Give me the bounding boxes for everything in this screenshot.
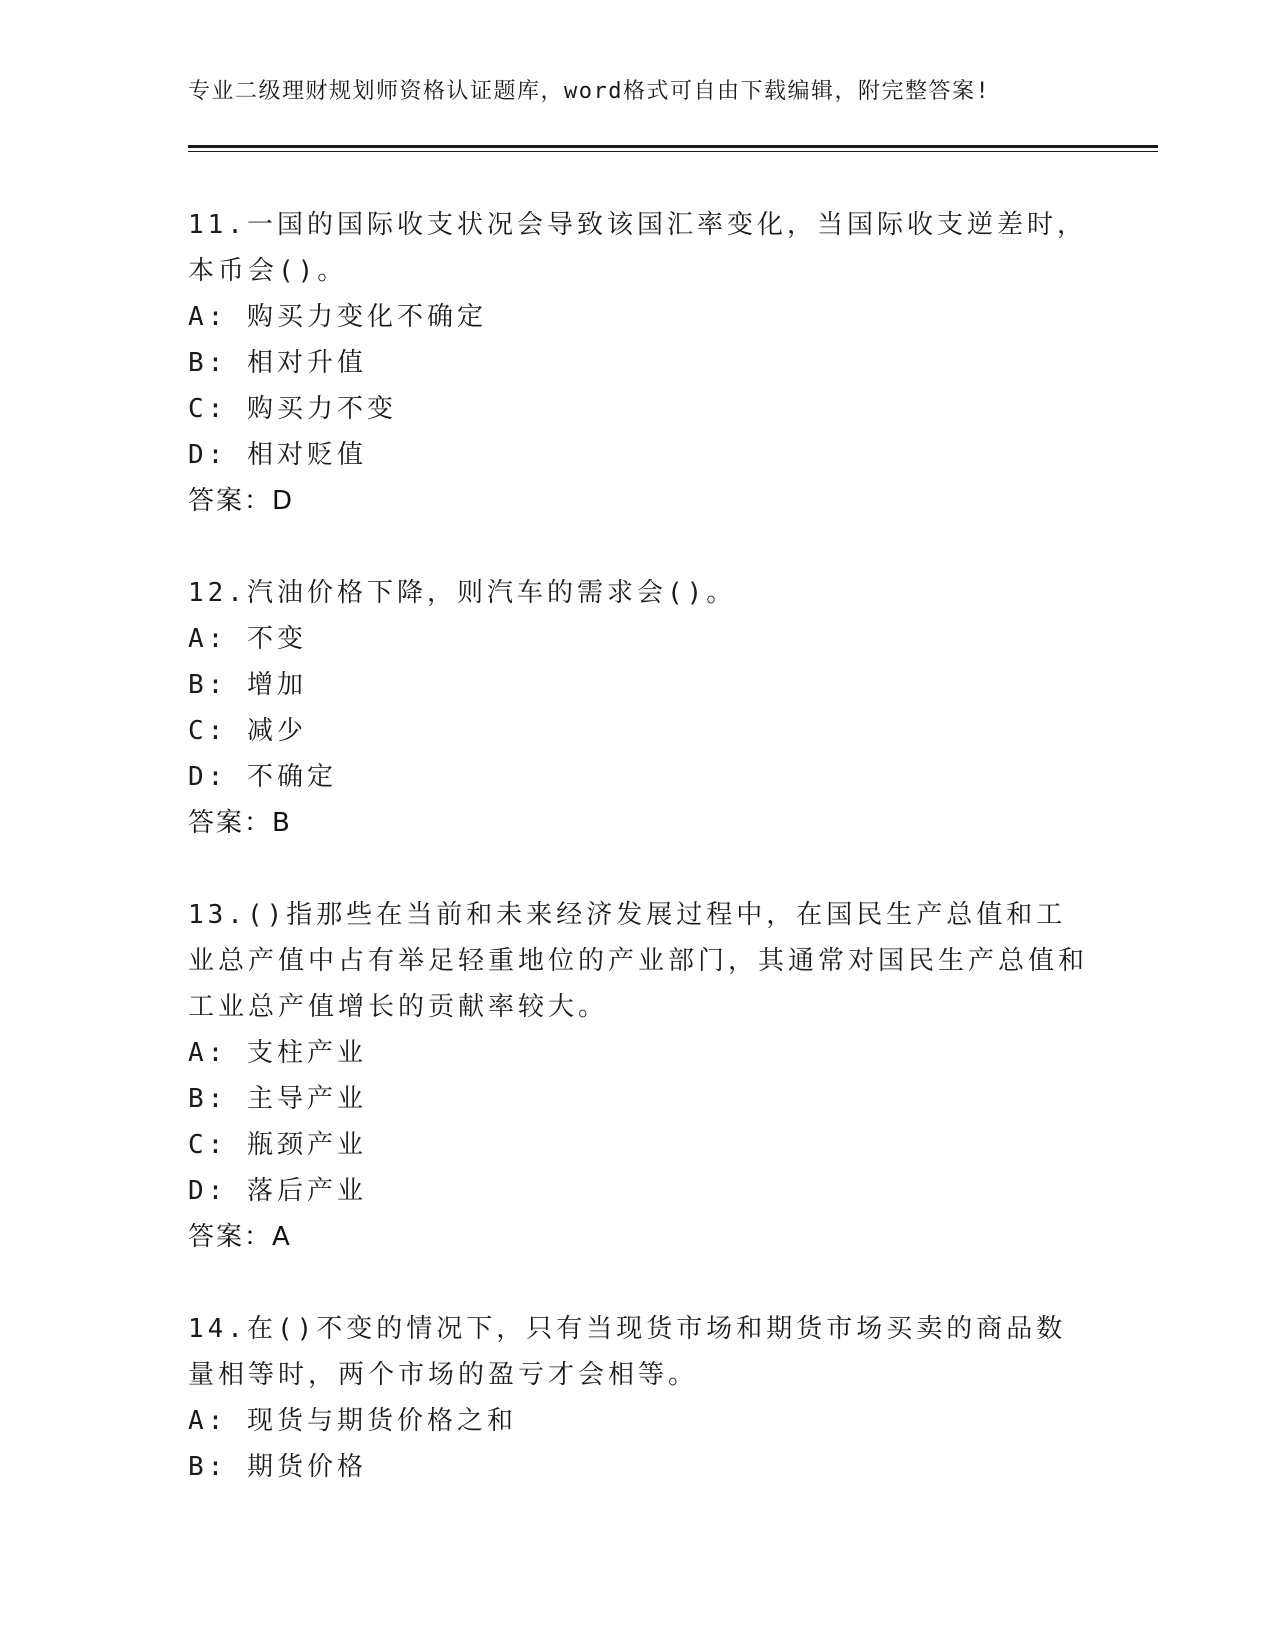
answer: 答案：B xyxy=(188,808,292,838)
option-b: B: 相对升值 xyxy=(188,348,367,378)
option-b: B: 期货价格 xyxy=(188,1452,367,1482)
option-a: A: 购买力变化不确定 xyxy=(188,302,487,332)
option-a: A: 支柱产业 xyxy=(188,1038,367,1068)
answer: 答案：A xyxy=(188,1222,292,1252)
option-a: A: 现货与期货价格之和 xyxy=(188,1406,517,1436)
option-d: D: 相对贬值 xyxy=(188,440,367,470)
answer: 答案：D xyxy=(188,486,295,516)
option-c: C: 减少 xyxy=(188,716,307,746)
option-d: D: 不确定 xyxy=(188,762,337,792)
question-13 xyxy=(188,892,1088,1260)
question-list xyxy=(188,202,1088,1536)
question-11 xyxy=(188,202,1088,524)
option-a: A: 不变 xyxy=(188,624,307,654)
question-stem: 12.汽油价格下降，则汽车的需求会()。 xyxy=(188,578,737,608)
question-stem: 14.在()不变的情况下，只有当现货市场和期货市场买卖的商品数量相等时，两个市场的盈亏才会相等。 xyxy=(188,1314,1067,1390)
header-rule-thin xyxy=(188,151,1158,152)
question-stem: 11.一国的国际收支状况会导致该国汇率变化，当国际收支逆差时，本币会()。 xyxy=(188,210,1087,286)
question-12 xyxy=(188,570,1088,846)
option-c: C: 购买力不变 xyxy=(188,394,397,424)
header-rule-thick xyxy=(188,145,1158,148)
option-b: B: 主导产业 xyxy=(188,1084,367,1114)
question-14 xyxy=(188,1306,1088,1490)
option-d: D: 落后产业 xyxy=(188,1176,367,1206)
option-b: B: 增加 xyxy=(188,670,307,700)
option-c: C: 瓶颈产业 xyxy=(188,1130,367,1160)
question-stem: 13.()指那些在当前和未来经济发展过程中，在国民生产总值和工业总产值中占有举足轻重地位的产业部门，其通常对国民生产总值和工业总产值增长的贡献率较大。 xyxy=(188,900,1089,1022)
page-header: 专业二级理财规划师资格认证题库，word格式可自由下载编辑，附完整答案! xyxy=(188,79,991,104)
